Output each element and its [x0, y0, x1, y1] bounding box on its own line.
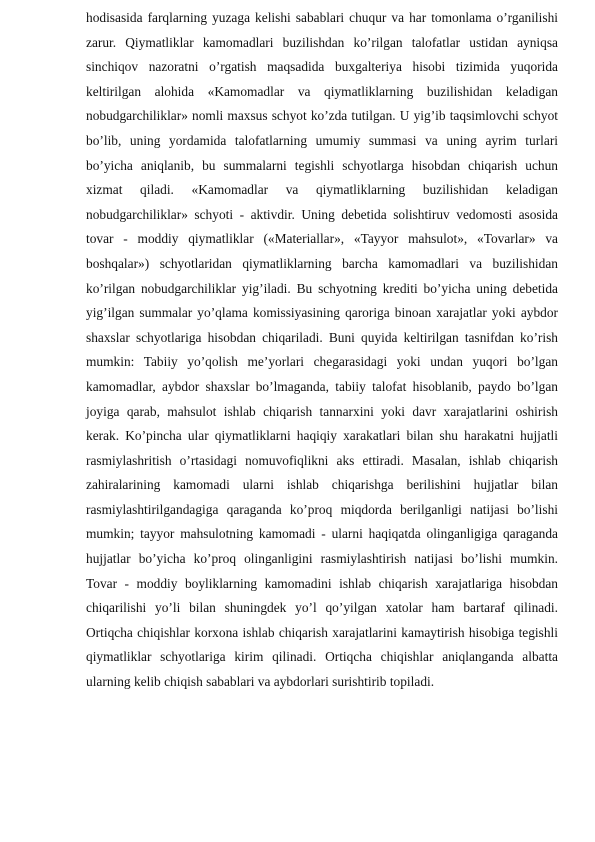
body-paragraph: hodisasida farqlarning yuzaga kelishi sabablari chuqur va har tomonlama o’rganilishi zarur. Qiymatliklar kamomadlari buzilishdan ko’rilgan talofatlar ustidan ayniqsa sinchiqov nazoratni o’rgatish maqsadida buxgalteriya hisobi tizimida yuqorida keltirilgan alohida «Kamomadlar va qiymatliklarning buzilishidan keladigan nobudgarchiliklar» nomli maxsus schyot ko’zda tutilgan. U yig’ib taqsimlovchi schyot bo’lib, uning yordamida talofatlarning umumiy summasi va uning ayrim turlari bo’yicha aniqlanib, bu summalarni tegishli schyotlarga hisobdan chiqarish uchun xizmat qiladi. «Kamomadlar va qiymatliklarning buzilishidan keladigan nobudgarchiliklar» schyoti - aktivdir. Uning debetida solishtiruv vedomosti asosida tovar - moddiy qiymatliklar («Materiallar», «Tayyor mahsulot», «Tovarlar» va boshqalar») schyotlaridan qiymatliklarning barcha kamomadlari va buzilishidan ko’rilgan nobudgarchiliklar yig’iladi. Bu schyotning krediti bo’yicha uning debetida yig’ilgan summalar yo’qlama komissiyasining qaroriga binoan xarajatlar yoki aybdor shaxslar schyotlariga hisobdan chiqariladi. Buni quyida keltirilgan tasnifdan ko’rish mumkin: Tabiiy yo’qolish me’yorlari chegarasidagi yoki undan yuqori bo’lgan kamomadlar, aybdor shaxslar bo’lmaganda, tabiiy talofat hisoblanib, paydo bo’lgan joyiga qarab, mahsulot ishlab chiqarish tannarxini yoki davr xarajatlarini oshirish kerak. Ko’pincha ular qiymatliklarni haqiqiy xarakatlari bilan shu harakatni hujjatli rasmiylashritish o’rtasidagi nomuvofiqlikni aks ettiradi. Masalan, ishlab chiqarish zahiralarining kamomadi ularni ishlab chiqarishga berilishini hujjatlar bilan rasmiylashtirilgandagiga qaraganda ko’proq miqdorda berilganligi natijasi bo’lishi mumkin; tayyor mahsulotning kamomadi - ularni haqiqatda olinganligiga qaraganda hujjatlar bo’yicha ko’proq olinganligini rasmiylashtirish natijasi bo’lishi mumkin. Tovar - moddiy boyliklarning kamomadini ishlab chiqarish xarajatlariga hisobdan chiqarilishi yo’li bilan shuningdek yo’l qo’yilgan xatolar ham bartaraf qilinadi. Ortiqcha chiqishlar korxona ishlab chiqarish xarajatlarini kamaytirish hisobiga tegishli qiymatliklar schyotlariga kirim qilinadi. Ortiqcha chiqishlar aniqlanganda albatta ularning kelib chiqish sabablari va aybdorlari surishtirib topiladi.: [86, 10, 558, 690]
